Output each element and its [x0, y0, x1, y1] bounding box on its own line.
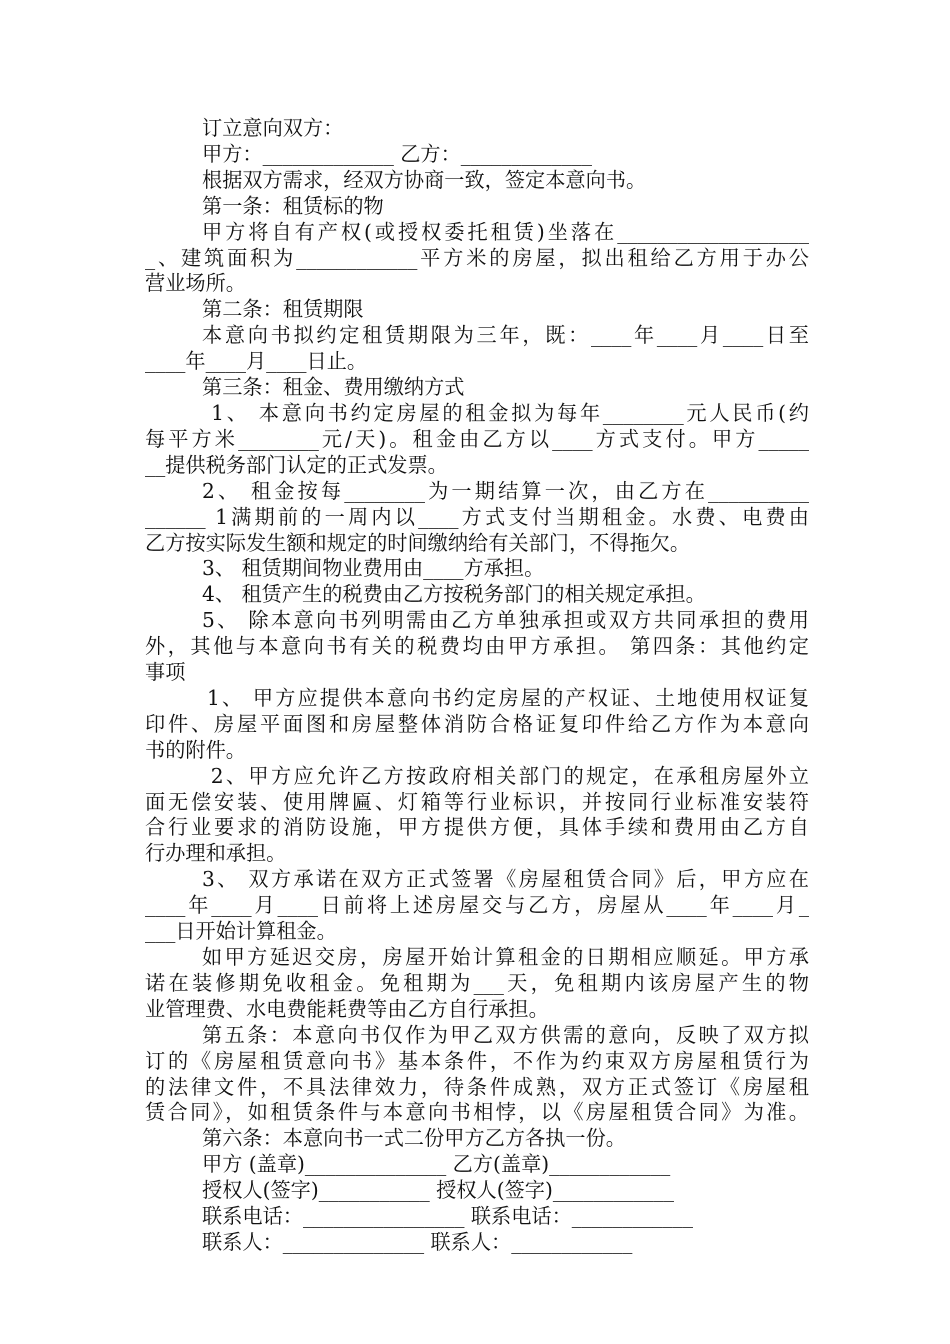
delay-paragraph: 业管理费、水电费能耗费等由乙方自行承担。 [145, 996, 549, 1021]
signature-authorized-line: 授权人(签字)___________ 授权人(签字)____________ [202, 1178, 674, 1203]
intro-paragraph: 根据双方需求，经双方协商一致，签定本意向书。 [202, 167, 647, 192]
article-1-text: 营业场所。 [145, 271, 246, 296]
article-4-clause-1: 印件、房屋平面图和房屋整体消防合格证复印件给乙方作为本意向 [145, 711, 809, 736]
article-4-clause-3: ___日开始计算租金。 [145, 919, 337, 944]
article-3-clause-2: 乙方按实际发生额和规定的时间缴纳给有关部门，不得拖欠。 [145, 530, 691, 555]
article-3-clause-1: 每平方米________元/天)。租金由乙方以____方式支付。甲方_____ [145, 426, 809, 451]
article-5: 赁合同》，如租赁条件与本意向书相悖，以《房屋租赁合同》为准。 [145, 1100, 809, 1125]
article-2-text: ____年____月____日止。 [145, 349, 368, 374]
contact-phone-line: 联系电话：________________ 联系电话：____________ [202, 1204, 693, 1229]
article-4-clause-2: 合行业要求的消防设施，甲方提供方便，具体手续和费用由乙方自 [145, 815, 809, 840]
signature-seal-line: 甲方 (盖章)______________ 乙方(盖章)____________ [202, 1152, 671, 1177]
article-6: 第六条：本意向书一式二份甲方乙方各执一份。 [202, 1126, 626, 1151]
article-1-heading: 第一条：租赁标的物 [202, 193, 384, 218]
article-1-text: _、建筑面积为____________平方米的房屋，拟出租给乙方用于办公 [145, 245, 809, 270]
article-3-clause-1: __提供税务部门认定的正式发票。 [145, 452, 448, 477]
article-4-clause-3: ____年____月____日前将上述房屋交与乙方，房屋从____年____月_ [145, 893, 809, 918]
article-4-clause-1: 1、 甲方应提供本意向书约定房屋的产权证、土地使用权证复 [207, 685, 809, 710]
article-5: 的法律文件，不具法律效力，待条件成熟，双方正式签订《房屋租 [145, 1074, 809, 1099]
parties-heading: 订立意向双方： [202, 116, 344, 140]
article-3-clause-5: 5、 除本意向书列明需由乙方单独承担或双方共同承担的费用 [202, 608, 809, 633]
article-2-heading: 第二条：租赁期限 [202, 297, 364, 322]
article-3-clause-1: 1、 本意向书约定房屋的租金拟为每年________元人民币(约 [202, 400, 809, 425]
delay-paragraph: 如甲方延迟交房，房屋开始计算租金的日期相应顺延。甲方承 [202, 945, 809, 969]
article-5: 第五条：本意向书仅作为甲乙双方供需的意向，反映了双方拟 [202, 1022, 809, 1047]
article-4-heading: 事项 [145, 660, 186, 685]
article-3-clause-2: 2、 租金按每________为一期结算一次，由乙方在__________ [202, 478, 809, 503]
delay-paragraph: 诺在装修期免收租金。免租期为___天，免租期内该房屋产生的物 [145, 970, 809, 995]
article-3-clause-5: 外，其他与本意向书有关的税费均由甲方承担。 第四条：其他约定 [145, 634, 809, 659]
article-4-clause-1: 书的附件。 [145, 737, 246, 762]
article-5: 订的《房屋租赁意向书》基本条件，不作为约束双方房屋租赁行为 [145, 1048, 809, 1073]
article-1-text: 甲方将自有产权(或授权委托租赁)坐落在___________________ [202, 219, 809, 244]
article-3-heading: 第三条：租金、费用缴纳方式 [202, 375, 465, 400]
article-4-clause-3: 3、 双方承诺在双方正式签署《房屋租赁合同》后，甲方应在 [202, 867, 809, 892]
article-4-clause-2: 行办理和承担。 [145, 841, 287, 866]
article-2-text: 本意向书拟约定租赁期限为三年，既：____年____月____日至 [202, 323, 809, 348]
article-4-clause-2: 面无偿安装、使用牌匾、灯箱等行业标识，并按同行业标准安装符 [145, 789, 809, 814]
parties-line: 甲方：_____________ 乙方：_____________ [202, 141, 592, 166]
article-4-clause-2: 2、甲方应允许乙方按政府相关部门的规定，在承租房屋外立 [202, 763, 809, 788]
article-3-clause-3: 3、 租赁期间物业费用由____方承担。 [202, 556, 545, 581]
article-3-clause-2: ______ 1满期前的一周内以____方式支付当期租金。水费、电费由 [145, 504, 809, 529]
article-3-clause-4: 4、 租赁产生的税费由乙方按税务部门的相关规定承担。 [202, 582, 706, 607]
document-body [145, 116, 809, 1256]
contact-person-line: 联系人：______________ 联系人：____________ [202, 1229, 633, 1254]
